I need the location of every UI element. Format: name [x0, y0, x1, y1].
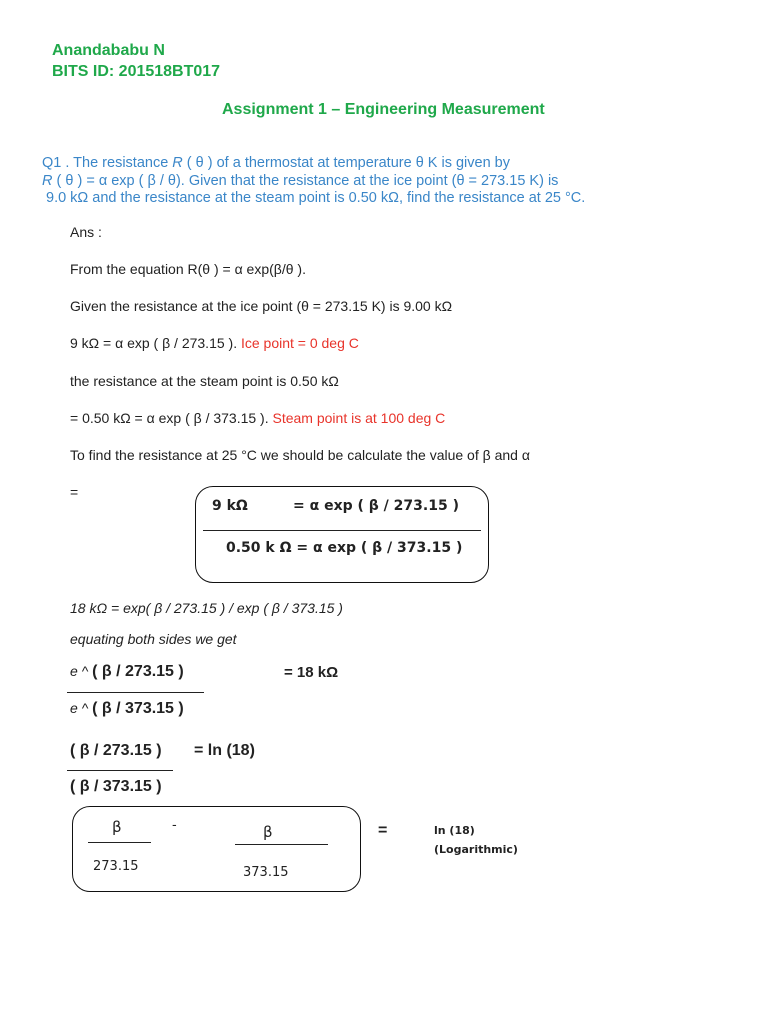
- question-line-1-a: Q1 . The resistance: [42, 155, 173, 171]
- fraction2-rhs: = ln (18): [194, 742, 255, 759]
- answer-line-5-eq: = 0.50 kΩ = α exp ( β / 373.15 ).: [70, 410, 273, 426]
- answer-line-1: From the equation R(θ ) = α exp(β/θ ).: [70, 261, 306, 277]
- question-line-1: [42, 155, 510, 171]
- answer-line-3: [70, 335, 359, 351]
- fraction1-bar: [67, 692, 204, 693]
- fraction1-denominator-text: ( β / 373.15 ): [92, 700, 184, 717]
- answer-line-5: [70, 410, 445, 426]
- steam-point-note: Steam point is at 100 deg C: [272, 410, 446, 426]
- fraction1-numerator-text: ( β / 273.15 ): [92, 663, 184, 680]
- page-title: Assignment 1 – Engineering Measurement: [222, 101, 545, 118]
- box2-minus: -: [172, 818, 177, 833]
- question-line-1-r: R: [172, 155, 183, 171]
- box2-denominator-1: 273.15: [93, 859, 139, 874]
- question-line-2-r: R: [42, 173, 53, 189]
- author-name: Anandababu N: [52, 42, 165, 59]
- fraction1-denominator: [70, 700, 184, 718]
- ln-label: ln (18): [434, 824, 475, 837]
- question-line-2: [42, 173, 558, 189]
- answer-line-3-eq: 9 kΩ = α exp ( β / 273.15 ).: [70, 335, 241, 351]
- box2-beta-2: β: [263, 823, 273, 841]
- answer-label: Ans :: [70, 224, 102, 240]
- box1-numerator-rhs: = α exp ( β / 273.15 ): [293, 498, 459, 514]
- answer-line-6: To find the resistance at 25 °C we should be calculate the value of β and α: [70, 447, 530, 463]
- answer-line-8: equating both sides we get: [70, 631, 237, 647]
- fraction1-rhs: = 18 kΩ: [284, 664, 339, 681]
- box1-numerator-lhs: 9 kΩ: [212, 498, 248, 514]
- answer-line-7: 18 kΩ = exp( β / 273.15 ) / exp ( β / 373.15 ): [70, 600, 343, 616]
- ln-note: (Logarithmic): [434, 843, 518, 856]
- fraction2-numerator: ( β / 273.15 ): [70, 742, 162, 759]
- question-line-3: 9.0 kΩ and the resistance at the steam point is 0.50 kΩ, find the resistance at 25 °C.: [46, 190, 586, 206]
- box1-fraction-bar: [203, 530, 481, 531]
- bits-id: BITS ID: 201518BT017: [52, 63, 221, 80]
- ice-point-note: Ice point = 0 deg C: [240, 335, 359, 351]
- box1-denominator: 0.50 k Ω = α exp ( β / 373.15 ): [226, 540, 463, 556]
- fraction1-numerator-e: e ^: [70, 663, 93, 679]
- answer-line-2: Given the resistance at the ice point (θ = 273.15 K) is 9.00 kΩ: [70, 298, 453, 314]
- box2-bar-2: [235, 844, 328, 845]
- box2-beta-1: β: [112, 818, 122, 836]
- answer-line-4: the resistance at the steam point is 0.50 kΩ: [70, 373, 339, 389]
- question-line-2-b: ( θ ) = α exp ( β / θ). Given that the resistance at the ice point (θ = 273.15 K) is: [52, 173, 559, 189]
- box2-equals: =: [378, 822, 388, 839]
- fraction1-numerator: [70, 663, 184, 681]
- question-line-1-c: ( θ ) of a thermostat at temperature θ K is given by: [182, 155, 510, 171]
- box2-denominator-2: 373.15: [243, 865, 289, 880]
- box2-bar-1: [88, 842, 151, 843]
- equals-sign: =: [70, 484, 79, 500]
- fraction1-denominator-e: e ^: [70, 700, 93, 716]
- fraction2-denominator: ( β / 373.15 ): [70, 778, 162, 795]
- fraction2-bar: [67, 770, 173, 771]
